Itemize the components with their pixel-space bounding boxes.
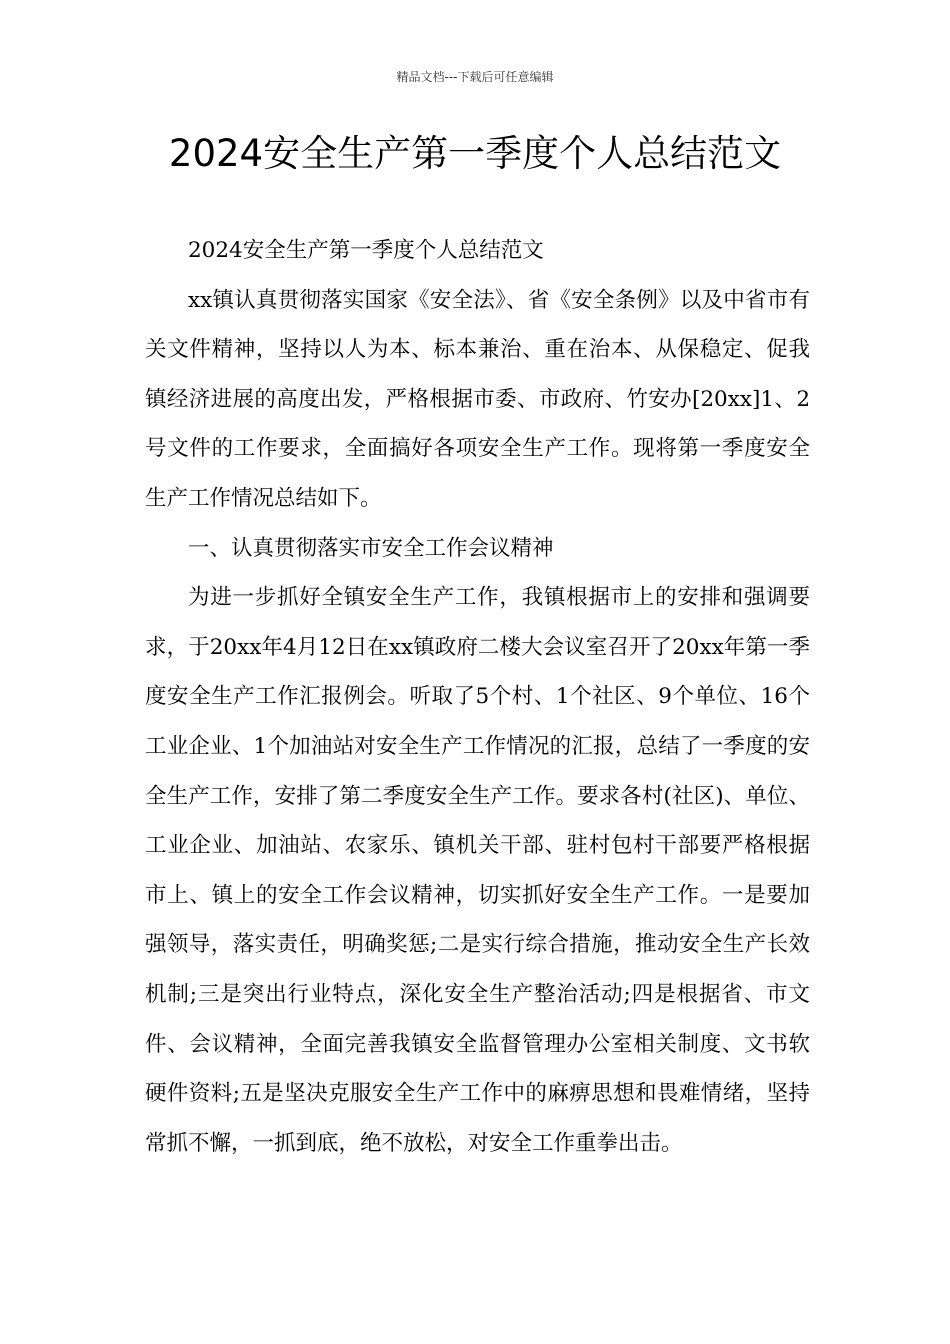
paragraph-section-one: 为进一步抓好全镇安全生产工作，我镇根据市上的安排和强调要求，于20xx年4月12日在xx镇政府二楼大会议室召开了20xx年第一季度安全生产工作汇报例会。听取了5个村、1个社区、9个单位、16个工业企业、1个加油站对安全生产工作情况的汇报，总结了一季度的安全生产工作，安排了第二季度安全生产工作。要求各村(社区)、单位、工业企业、加油站、农家乐、镇机关干部、驻村包村干部要严格根据市上、镇上的安全工作会议精神，切实抓好安全生产工作。一是要加强领导，落实责任，明确奖惩;二是实行综合措施，推动安全生产长效机制;三是突出行业特点，深化安全生产整治活动;四是根据省、市文件、会议精神，全面完善我镇安全监督管理办公室相关制度、文书软硬件资料;五是坚决克服安全生产工作中的麻痹思想和畏难情绪，坚持常抓不懈，一抓到底，绝不放松，对安全工作重拳出击。: [145, 585, 810, 1156]
section-heading: 一、认真贯彻落实市安全工作会议精神: [188, 535, 554, 561]
document-title: 2024安全生产第一季度个人总结范文: [168, 132, 782, 175]
header-note: 精品文档---下载后可任意编辑: [396, 70, 554, 84]
document-body: [145, 226, 810, 1168]
paragraph-subtitle: 2024安全生产第一季度个人总结范文: [188, 238, 544, 263]
paragraph-intro: xx镇认真贯彻落实国家《安全法》、省《安全条例》以及中省市有关文件精神，坚持以人为本、标本兼治、重在治本、从保稳定、促我镇经济进展的高度出发，严格根据市委、市政府、竹安办[20xx]1、2号文件的工作要求，全面搞好各项安全生产工作。现将第一季度安全生产工作情况总结如下。: [145, 287, 810, 511]
